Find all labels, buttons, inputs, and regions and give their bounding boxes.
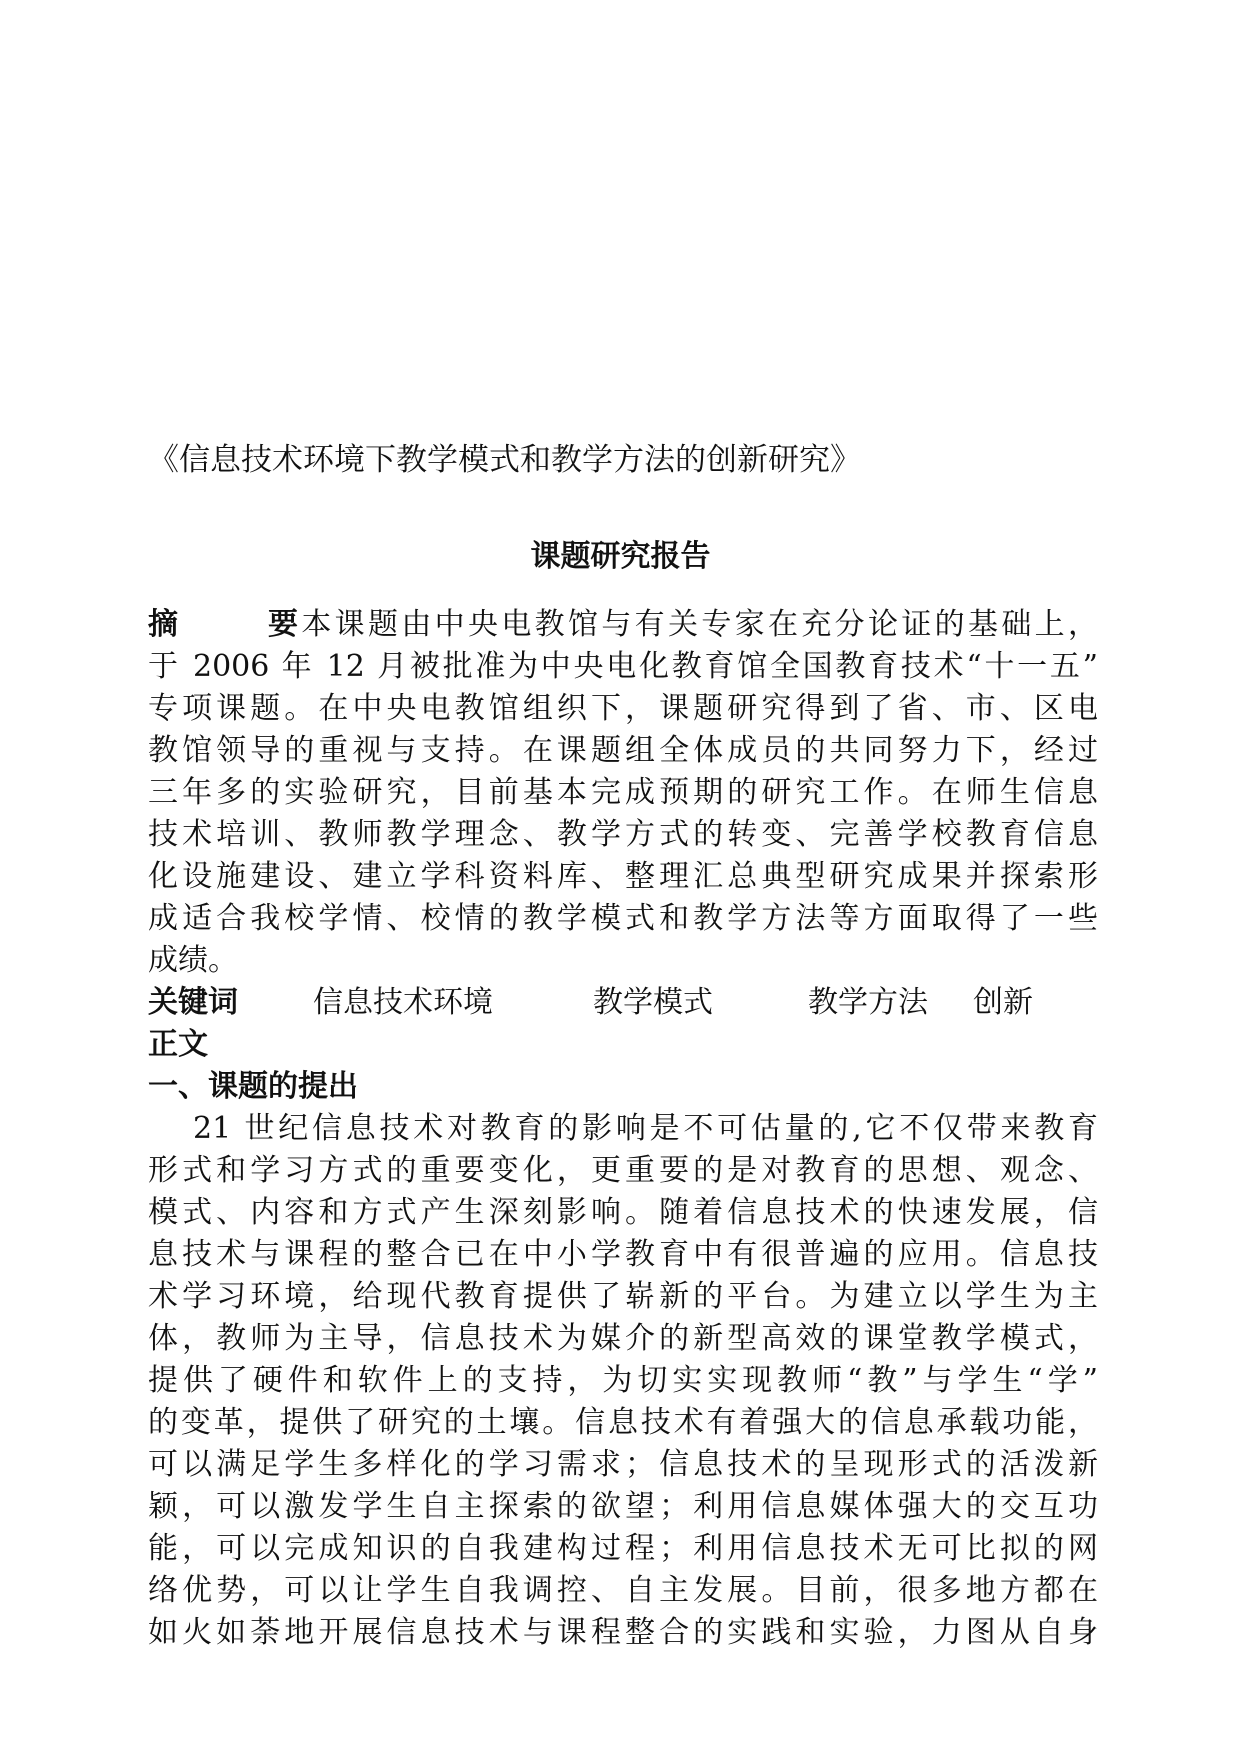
section-text-0: 21 世纪信息技术对教育的影响是不可估量的,它不仅带来教育 bbox=[193, 1111, 1098, 1146]
keyword-item: 创新 bbox=[973, 985, 1033, 1020]
section-line-3: 息技术与课程的整合已在中小学教育中有很普遍的应用。信息技 bbox=[148, 1237, 1098, 1272]
section-line-9: 颖，可以激发学生自主探索的欲望；利用信息媒体强大的交互功 bbox=[148, 1489, 1098, 1524]
keyword-item: 教学模式 bbox=[593, 985, 713, 1020]
keyword-item: 教学方法 bbox=[808, 985, 928, 1020]
keywords-label: 关键词 bbox=[148, 985, 238, 1020]
abstract-line-3: 教馆领导的重视与支持。在课题组全体成员的共同努力下，经过 bbox=[148, 733, 1098, 768]
report-title: 课题研究报告 bbox=[530, 539, 711, 574]
section-line-11: 络优势，可以让学生自我调控、自主发展。目前，很多地方都在 bbox=[148, 1573, 1098, 1608]
abstract-line-8: 成绩。 bbox=[148, 943, 238, 978]
abstract-line-7: 成适合我校学情、校情的教学模式和教学方法等方面取得了一些 bbox=[148, 901, 1098, 936]
section-line-8: 可以满足学生多样化的学习需求；信息技术的呈现形式的活泼新 bbox=[148, 1447, 1098, 1482]
abstract-line-2: 专项课题。在中央电教馆组织下，课题研究得到了省、市、区电 bbox=[148, 691, 1098, 726]
section-line-5: 体，教师为主导，信息技术为媒介的新型高效的课堂教学模式， bbox=[148, 1321, 1098, 1356]
section-line-4: 术学习环境，给现代教育提供了崭新的平台。为建立以学生为主 bbox=[148, 1279, 1098, 1314]
project-title: 《信息技术环境下教学模式和教学方法的创新研究》 bbox=[148, 442, 861, 478]
abstract-label: 摘要 bbox=[148, 607, 298, 642]
section-line-1: 形式和学习方式的重要变化，更重要的是对教育的思想、观念、 bbox=[148, 1153, 1098, 1188]
section-line-6: 提供了硬件和软件上的支持，为切实实现教师“教”与学生“学” bbox=[148, 1363, 1098, 1398]
section-line-10: 能，可以完成知识的自我建构过程；利用信息技术无可比拟的网 bbox=[148, 1531, 1098, 1566]
abstract-line-4: 三年多的实验研究，目前基本完成预期的研究工作。在师生信息 bbox=[148, 775, 1098, 810]
section-heading: 一、课题的提出 bbox=[148, 1069, 358, 1104]
section-line-12: 如火如荼地开展信息技术与课程整合的实践和实验，力图从自身 bbox=[148, 1615, 1098, 1650]
keyword-item: 信息技术环境 bbox=[313, 985, 493, 1020]
abstract-line-6: 化设施建设、建立学科资料库、整理汇总典型研究成果并探索形 bbox=[148, 859, 1098, 894]
abstract-line-1: 于 2006 年 12 月被批准为中央电化教育馆全国教育技术“十一五” bbox=[148, 649, 1098, 684]
body-label: 正文 bbox=[148, 1027, 208, 1062]
document-content bbox=[148, 604, 1098, 1654]
abstract-text-0: 本课题由中央电教馆与有关专家在充分论证的基础上， bbox=[298, 607, 1098, 642]
abstract-line-0 bbox=[148, 604, 1098, 646]
keywords-row bbox=[148, 982, 1098, 1024]
section-line-0 bbox=[148, 1108, 1098, 1150]
abstract-line-5: 技术培训、教师教学理念、教学方式的转变、完善学校教育信息 bbox=[148, 817, 1098, 852]
section-line-7: 的变革，提供了研究的土壤。信息技术有着强大的信息承载功能， bbox=[148, 1405, 1098, 1440]
section-line-2: 模式、内容和方式产生深刻影响。随着信息技术的快速发展，信 bbox=[148, 1195, 1098, 1230]
